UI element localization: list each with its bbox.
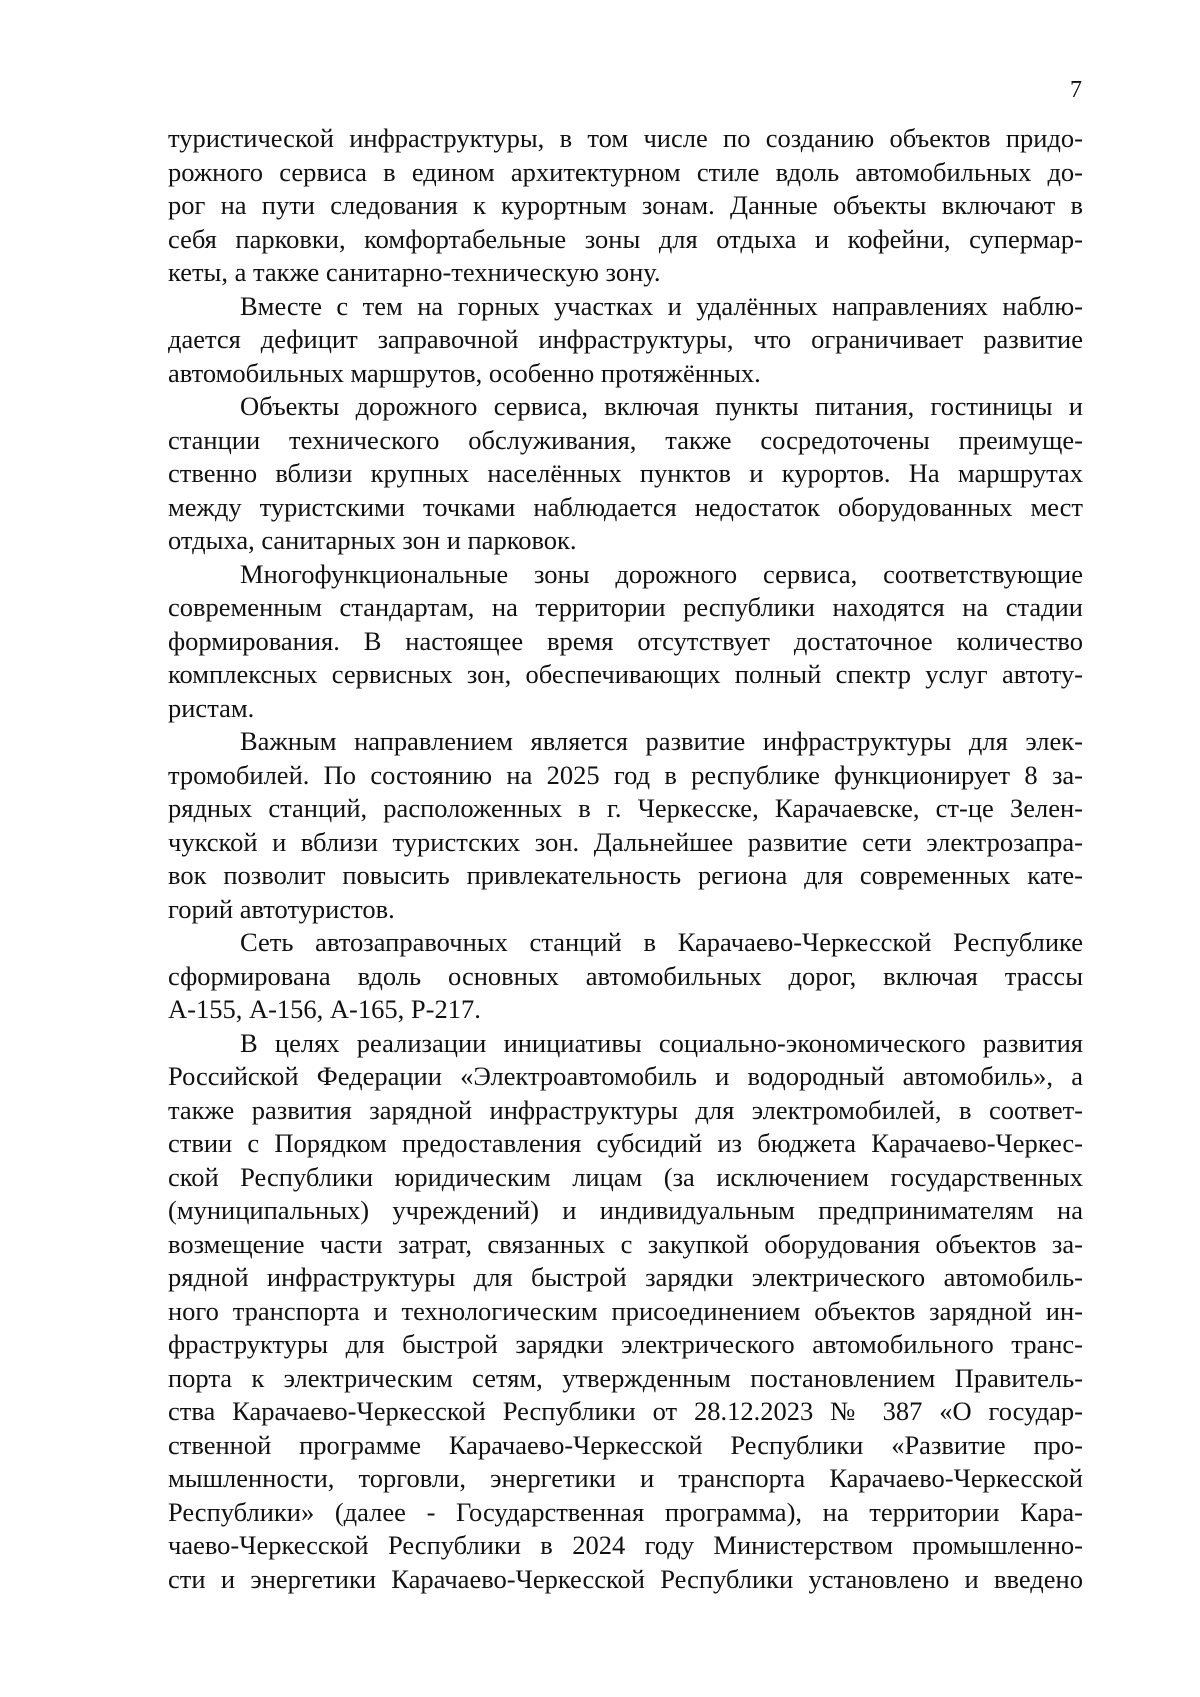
paragraph (168, 1027, 1083, 1597)
text-line: формирования. В настоящее время отсутствует достаточное количество (168, 625, 1083, 656)
text-line: кеты, а также санитарно-техническую зону. (168, 257, 661, 287)
text-line: Важным направлением является развитие инфраструктуры для элек- (240, 726, 1083, 756)
paragraph (168, 926, 1083, 1027)
paragraph (168, 725, 1083, 926)
text-line: А-155, А-156, А-165, Р-217. (168, 994, 481, 1024)
text-line: сти и энергетики Карачаево-Черкесской Республики установлено и введено (168, 1563, 1083, 1594)
text-line: возмещение части затрат, связанных с закупкой оборудования объектов за- (168, 1228, 1083, 1259)
paragraph (168, 558, 1083, 726)
text-line: ристам. (168, 692, 255, 723)
text-line: вок позволит повысить привлекательность региона для современных кате- (168, 860, 1083, 890)
text-line: Объекты дорожного сервиса, включая пункты питания, гостиницы и (240, 391, 1083, 421)
paragraph (168, 290, 1083, 391)
text-line: также развития зарядной инфраструктуры для электромобилей, в соответ- (168, 1094, 1083, 1125)
text-line: ного транспорта и технологическим присоединением объектов зарядной ин- (168, 1295, 1083, 1326)
text-line: тромобилей. По состоянию на 2025 год в республике функционирует 8 за- (168, 759, 1083, 790)
text-line: туристической инфраструктуры, в том числе по созданию объектов придо- (168, 123, 1083, 153)
text-line: рожного сервиса в едином архитектурном стиле вдоль автомобильных до- (168, 156, 1083, 187)
text-line: рядных станций, расположенных в г. Черкесске, Карачаевске, ст-це Зелен- (168, 793, 1083, 823)
text-line: Республики» (далее - Государственная программа), на территории Кара- (168, 1496, 1083, 1527)
text-line: Сеть автозаправочных станций в Карачаево-Черкесской Республике (240, 927, 1083, 957)
text-line: Вместе с тем на горных участках и удалённых направлениях наблю- (240, 290, 1083, 321)
text-line: ской Республики юридическим лицам (за исключением государственных (168, 1161, 1083, 1192)
page-number: 7 (1070, 77, 1082, 103)
text-line: В целях реализации инициативы социально-экономического развития (240, 1027, 1083, 1058)
text-line: (муниципальных) учреждений) и индивидуальным предпринимателям на (168, 1195, 1083, 1225)
text-line: между туристскими точками наблюдается недостаток оборудованных мест (168, 491, 1083, 522)
text-line: современным стандартам, на территории республики находятся на стадии (168, 592, 1083, 622)
text-line: автомобильных маршрутов, особенно протяжённых. (168, 357, 761, 388)
text-line: комплексных сервисных зон, обеспечивающих полный спектр услуг автоту- (168, 659, 1083, 689)
text-line: сформирована вдоль основных автомобильных дорог, включая трассы (168, 960, 1083, 991)
text-line: дается дефицит заправочной инфраструктуры, что ограничивает развитие (168, 324, 1083, 354)
paragraph (168, 390, 1083, 558)
text-line: ственно вблизи крупных населённых пунктов и курортов. На маршрутах (168, 458, 1083, 488)
document-body (168, 122, 1083, 1596)
paragraph (168, 122, 1083, 290)
text-line: рядной инфраструктуры для быстрой зарядки электрического автомобиль- (168, 1262, 1083, 1292)
text-line: отдыха, санитарных зон и парковок. (168, 525, 577, 555)
text-line: станции технического обслуживания, также сосредоточены преимуще- (168, 424, 1083, 455)
text-line: порта к электрическим сетям, утвержденным постановлением Правитель- (168, 1362, 1083, 1393)
text-line: ственной программе Карачаево-Черкесской Республики «Развитие про- (168, 1429, 1083, 1460)
text-line: Российской Федерации «Электроавтомобиль и водородный автомобиль», а (168, 1061, 1083, 1091)
text-line: мышленности, торговли, энергетики и транспорта Карачаево-Черкесской (168, 1463, 1083, 1493)
text-line: горий автотуристов. (168, 893, 395, 924)
text-line: чукской и вблизи туристских зон. Дальнейшее развитие сети электрозапра- (168, 826, 1083, 857)
text-line: Многофункциональные зоны дорожного сервиса, соответствующие (240, 558, 1083, 589)
text-line: ствии с Порядком предоставления субсидий из бюджета Карачаево-Черкес- (168, 1128, 1083, 1158)
text-line: чаево-Черкесской Республики в 2024 году Министерством промышленно- (168, 1530, 1083, 1560)
text-line: фраструктуры для быстрой зарядки электрического автомобильного транс- (168, 1329, 1083, 1359)
text-line: рог на пути следования к курортным зонам. Данные объекты включают в (168, 190, 1083, 220)
text-line: себя парковки, комфортабельные зоны для отдыха и кофейни, супермар- (168, 223, 1083, 254)
text-line: ства Карачаево-Черкесской Республики от 28.12.2023 № 387 «О государ- (168, 1396, 1083, 1426)
